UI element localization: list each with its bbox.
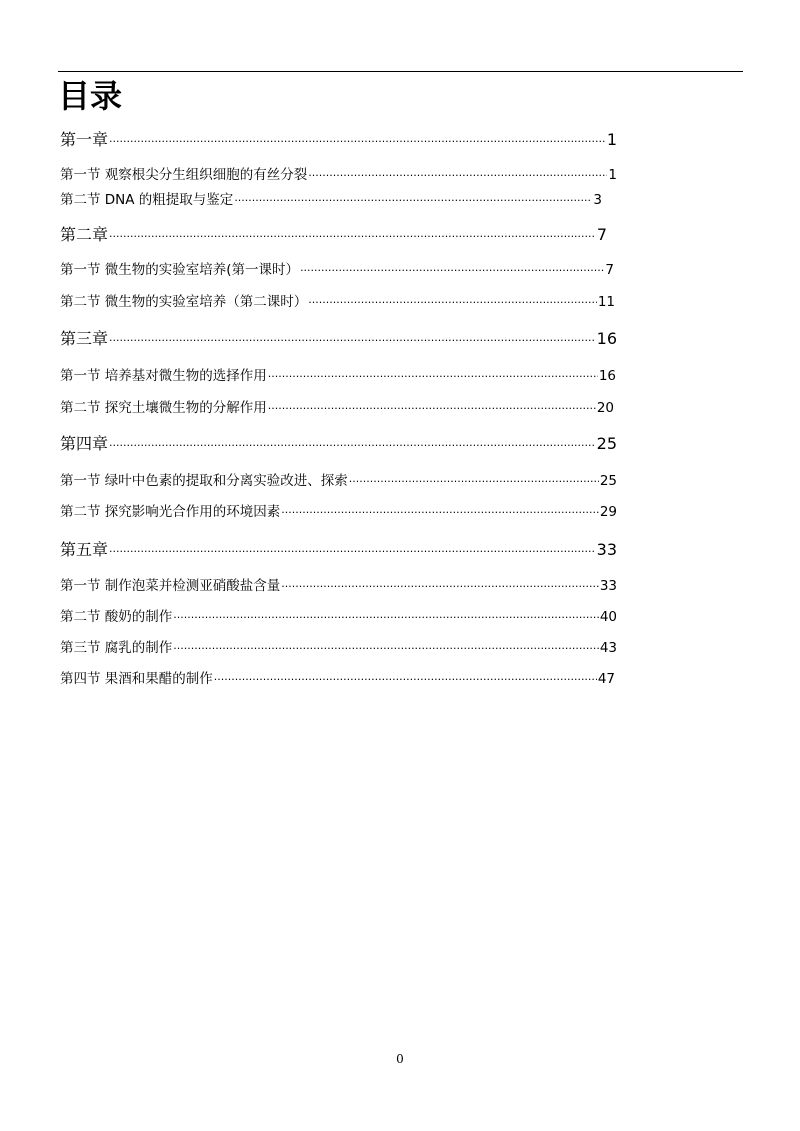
dot-leader [109,545,596,558]
toc-entry-label: 第四章 [60,434,109,453]
toc-entry-label: 第一节 绿叶中色素的提取和分离实验改进、探索 [60,473,348,489]
toc-entry-label: 第二节 DNA 的粗提取与鉴定 [60,192,234,208]
toc-entry-chapter-3[interactable] [60,326,617,349]
dot-leader [349,475,599,488]
dot-leader [281,506,599,519]
dot-leader [173,611,599,624]
dot-leader [300,264,604,277]
toc-entry-section[interactable] [60,469,617,489]
toc-entry-label: 第二章 [60,225,109,244]
toc-entry-section[interactable] [60,258,614,278]
toc-entry-label: 第一章 [60,130,109,149]
toc-entry-chapter-1[interactable] [60,127,617,150]
toc-entry-chapter-2[interactable] [60,222,607,245]
toc-entry-page: 47 [597,671,615,687]
dot-leader [173,642,599,655]
toc-entry-label: 第四节 果酒和果醋的制作 [60,671,213,687]
dot-leader [308,296,597,309]
toc-entry-label: 第二节 探究影响光合作用的环境因素 [60,504,281,520]
toc-entry-page: 29 [599,504,617,520]
toc-entry-chapter-5[interactable] [60,537,617,560]
toc-entry-label: 第三章 [60,329,109,348]
toc-entry-section[interactable] [60,188,602,208]
header-rule [58,71,743,72]
toc-entry-label: 第二节 酸奶的制作 [60,609,173,625]
toc-entry-page: 16 [596,329,617,348]
toc-entry-page: 7 [596,225,607,244]
toc-entry-label: 第一节 培养基对微生物的选择作用 [60,368,267,384]
toc-entry-page: 1 [608,167,617,183]
toc-entry-page: 40 [599,609,617,625]
toc-entry-section[interactable] [60,500,617,520]
toc-entry-label: 第二节 微生物的实验室培养（第二课时） [60,294,308,310]
toc-entry-page: 11 [597,294,615,310]
toc-entry-page: 20 [596,400,614,416]
dot-leader [281,580,599,593]
toc-entry-label: 第一节 观察根尖分生组织细胞的有丝分裂 [60,167,308,183]
dot-leader [109,439,596,452]
dot-leader [214,673,597,686]
toc-entry-page: 25 [599,473,617,489]
dot-leader [109,135,606,148]
dot-leader [109,334,596,347]
toc-entry-page: 16 [598,368,616,384]
toc-entry-section[interactable] [60,396,614,416]
toc-entry-chapter-4[interactable] [60,431,617,454]
toc-entry-section[interactable] [60,636,617,656]
toc-entry-section[interactable] [60,605,617,625]
dot-leader [308,169,607,182]
toc-entry-section[interactable] [60,290,615,310]
toc-entry-section[interactable] [60,364,616,384]
toc-entry-page: 3 [593,192,602,208]
toc-entry-section[interactable] [60,163,617,183]
toc-entry-page: 1 [606,130,617,149]
toc-entry-label: 第五章 [60,540,109,559]
toc-entry-section[interactable] [60,667,615,687]
toc-entry-label: 第三节 腐乳的制作 [60,640,173,656]
dot-leader [268,402,596,415]
toc-entry-label: 第二节 探究土壤微生物的分解作用 [60,400,267,416]
toc-entry-label: 第一节 微生物的实验室培养(第一课时） [60,262,300,278]
dot-leader [109,230,596,243]
dot-leader [268,370,598,383]
toc-entry-page: 33 [599,578,617,594]
toc-entry-page: 33 [596,540,617,559]
toc-entry-page: 25 [596,434,617,453]
toc-entry-section[interactable] [60,574,617,594]
toc-entry-page: 43 [599,640,617,656]
dot-leader [234,194,592,207]
toc-title: 目录 [58,77,123,115]
page-number: 0 [396,1052,404,1066]
toc-entry-page: 7 [605,262,614,278]
toc-entry-label: 第一节 制作泡菜并检测亚硝酸盐含量 [60,578,281,594]
